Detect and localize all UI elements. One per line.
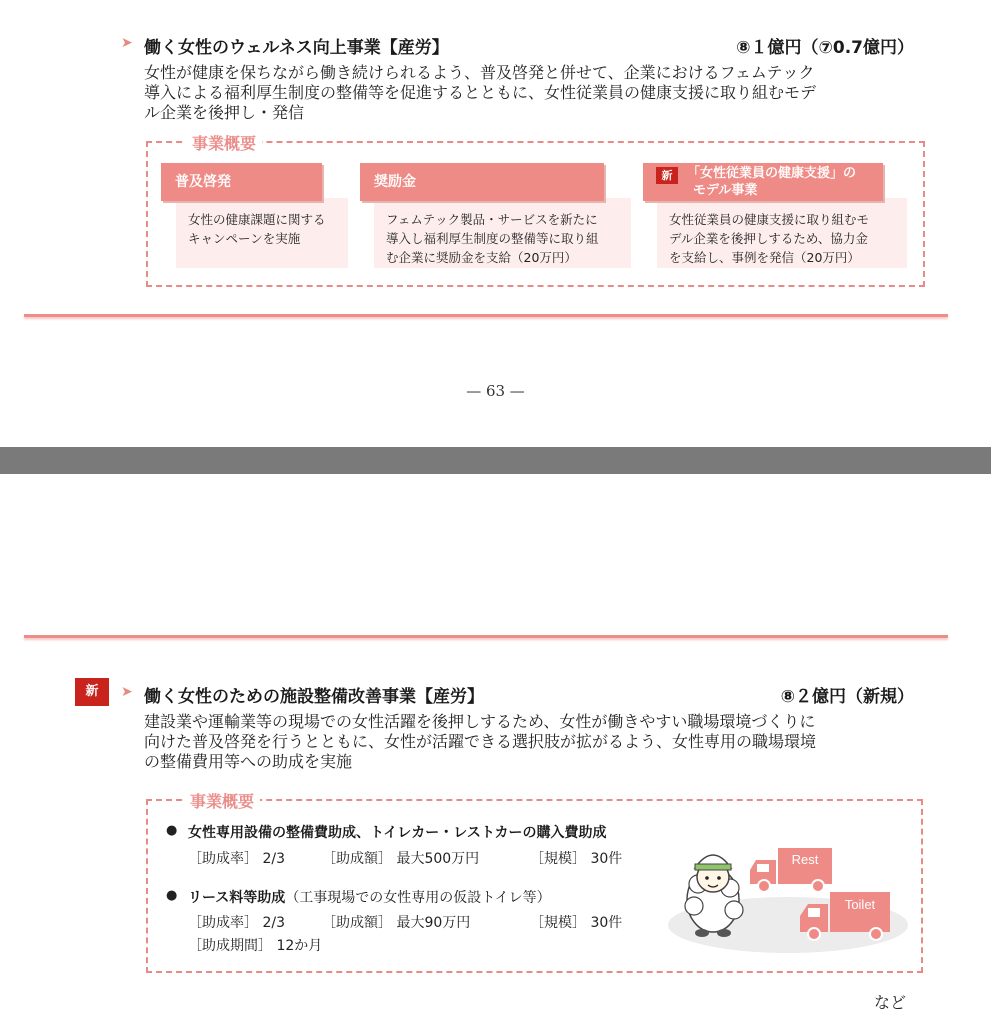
item-title: リース料等助成（工事現場での女性専用の仮設トイレ等） (188, 890, 551, 906)
item-amount: ［助成額］ 最大90万円 (322, 915, 471, 931)
card-header-line: 「女性従業員の健康支援」の (687, 166, 857, 181)
new-badge: 新 (75, 678, 109, 706)
bullet-icon: ● (166, 888, 178, 903)
page-separator (0, 447, 991, 474)
section-description: 建設業や運輸業等の現場での女性活躍を後押しするため、女性が働きやすい職場環境づくりに 向けた普及啓発を行うとともに、女性が活躍できる選択肢が拡がるよう、女性専用の職場環境 の整備費用等への助成を実施 (144, 712, 817, 771)
card-body: 女性の健康課題に関する キャンペーンを実施 (176, 198, 348, 268)
section-title: 働く女性のための施設整備改善事業【産労】 (144, 687, 484, 707)
card-header-line: モデル事業 (693, 183, 758, 198)
item-amount: ［助成額］ 最大500万円 (322, 851, 480, 867)
rest-truck-icon (750, 848, 832, 892)
truck-label: Toilet (844, 897, 876, 912)
item-period: ［助成期間］ 12か月 (188, 938, 323, 954)
divider-line (24, 635, 948, 638)
item-scale: ［規模］ 30件 (530, 915, 623, 931)
divider-line (24, 314, 948, 317)
section-title: 働く女性のウェルネス向上事業【産労】 (144, 38, 449, 58)
item-title: 女性専用設備の整備費助成、トイレカー・レストカーの購入費助成 (188, 825, 607, 841)
sheep-and-trucks-illustration (668, 840, 908, 955)
card-header (643, 163, 883, 201)
item-scale: ［規模］ 30件 (530, 851, 623, 867)
overview-label: 事業概要 (186, 131, 262, 154)
truck-label: Rest (791, 852, 819, 867)
card-header: 普及啓発 (161, 163, 322, 201)
illustration (668, 840, 908, 955)
page-number: — 63 — (466, 382, 525, 400)
overview-label: 事業概要 (184, 789, 260, 812)
item-rate: ［助成率］ 2/3 (188, 915, 285, 931)
bullet-arrow-icon: ➤ (121, 684, 133, 700)
section-budget: ⑧２億円（新規） (780, 687, 914, 707)
bullet-icon: ● (166, 823, 178, 838)
item-rate: ［助成率］ 2/3 (188, 851, 285, 867)
bullet-arrow-icon: ➤ (121, 35, 133, 51)
card-body: 女性従業員の健康支援に取り組むモ デル企業を後押しするため、協力金 を支給し、事例を発信（20万円） (657, 198, 907, 268)
card-header: 奨励金 (360, 163, 604, 201)
section-budget: ⑧１億円（⑦0.7億円） (736, 38, 914, 58)
new-badge: 新 (656, 167, 678, 184)
footnote: など (874, 993, 907, 1012)
card-body: フェムテック製品・サービスを新たに 導入し福利厚生制度の整備等に取り組 む企業に奨励金を支給（20万円） (374, 198, 631, 268)
section-description: 女性が健康を保ちながら働き続けられるよう、普及啓発と併せて、企業におけるフェムテック 導入による福利厚生制度の整備等を促進するとともに、女性従業員の健康支援に取り組むモデ ル企業を後押し・発信 (144, 63, 817, 122)
